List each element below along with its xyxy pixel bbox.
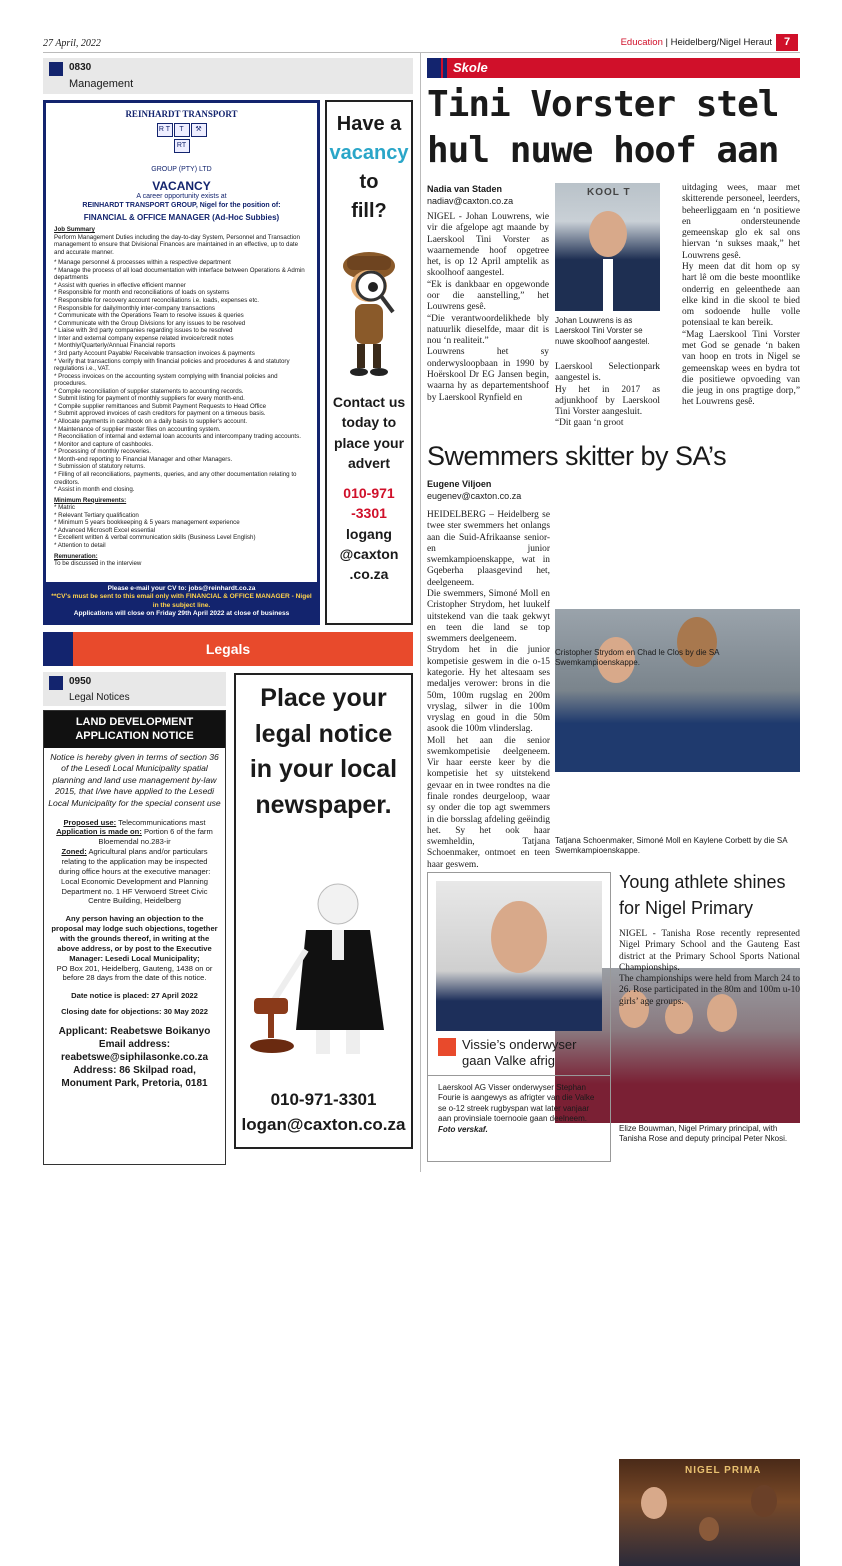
- duty-item: * Processing of monthly recoveries.: [54, 448, 151, 456]
- duty-item: * Verify that transactions comply with financial policies and procedures & and statutory regulations i.e., VAT.: [54, 357, 290, 373]
- category-square-icon: [49, 676, 63, 690]
- hv-email3: .co.za: [349, 566, 389, 583]
- company-logo-icon: R T T ⚒ RT: [147, 123, 217, 163]
- photo-credit: Foto verskaf.: [438, 1124, 488, 1134]
- face-rose: [699, 1517, 719, 1541]
- notice-title-1: LAND DEVELOPMENT: [75, 716, 194, 728]
- caption-nigel-primary: Elize Bouwman, Nigel Primary principal, with Tanisha Rose and deputy principal Peter Nkosi.: [619, 1124, 788, 1144]
- visser-box: [427, 872, 611, 1162]
- hv-contact4: advert: [347, 454, 391, 471]
- applicant-address-2: Monument Park, Pretoria, 0181: [61, 1078, 208, 1090]
- summary-text: Perform Management Duties including the day-to-day System, Personnel and Transaction management to ensure that Divisional Finances are maintained in an effective, up to date and accurate manner.: [54, 233, 300, 256]
- duty-item: * Maintenance of supplier master files on accounting system.: [54, 425, 221, 433]
- place-legal-notice-ad: [234, 673, 413, 1149]
- hv-phone2: -3301: [351, 505, 387, 522]
- duty-item: * Inter and external company expense related invoice/credit notes: [54, 334, 234, 342]
- vacancy-intro2: REINHARDT TRANSPORT GROUP, Nigel for the position of:: [82, 201, 281, 209]
- hv-contact1: Contact us: [332, 394, 406, 410]
- author: Nadia van Staden: [427, 184, 503, 194]
- remuneration-text: To be discussed in the interview: [54, 560, 142, 568]
- duty-item: * Month-end reporting to Financial Manager and other Managers.: [54, 455, 233, 463]
- page-date: 27 April, 2022: [43, 38, 101, 49]
- duty-item: * Submission of statutory returns.: [54, 463, 146, 471]
- duty-item: * Responsible for daily/monthly inter-company transactions: [54, 304, 215, 312]
- author-email: nadiav@caxton.co.za: [427, 196, 514, 207]
- section-name: Education: [620, 37, 663, 48]
- duty-item: * Monthly/Quarterly/Annual Financial reports: [54, 342, 176, 350]
- caption-text: Laerskool AG Visser onderwyser Stephan Fourie is aangewys as afrigter van die Valke se o-12 streek rugbyspan wat later vanjaar aan provinsiale toernooie gaan deelneem.: [438, 1083, 595, 1124]
- story4-body: NIGEL - Tanisha Rose recently represented Nigel Primary School and the Gauteng East district at the Primary School Sports National Championships. The championships were held from March 24 to 26. Rose participated in the 80m and 100m u-10 girls’ age groups.: [619, 929, 800, 1007]
- requirement-item: * Excellent written & verbal communication skills (Business Level English): [54, 534, 256, 542]
- hv-line4: fill?: [351, 200, 387, 222]
- notice-title: [44, 711, 225, 748]
- footer-close: Applications will close on Friday 29th April 2022 at close of business: [73, 610, 290, 618]
- duty-item: * Monitor and capture of cashbooks.: [54, 440, 154, 448]
- hv-phone1: 010-971: [343, 485, 395, 502]
- hv-email2: @caxton: [339, 546, 399, 563]
- legals-title: Legals: [205, 641, 251, 657]
- portrait-face: [589, 211, 627, 257]
- pln-line2: legal notice: [254, 719, 393, 748]
- duty-item: * Assist with queries in effective efficient manner: [54, 281, 186, 289]
- nigel-primary-photo: [619, 1459, 800, 1566]
- hv-email1: logang: [346, 525, 392, 542]
- shirt: [603, 259, 613, 311]
- footer-email: Please e-mail your CV to: jobs@reinhardt.co.za: [107, 584, 256, 592]
- pln-email: logan@caxton.co.za: [241, 1115, 406, 1134]
- headline-young-athlete: Young athlete shines for Nigel Primary: [619, 872, 786, 919]
- company-name: REINHARDT TRANSPORT: [125, 109, 238, 119]
- duty-item: * Reconciliation of internal and external loan accounts and intercompany trading accounts.: [54, 433, 301, 441]
- skole-label: Skole: [453, 60, 488, 75]
- application-portion: Portion 6 of the farm Bloemendal no.283-ir: [98, 827, 213, 847]
- date-placed: Date notice is placed: 27 April 2022: [71, 991, 198, 1001]
- skole-banner: [427, 58, 800, 78]
- school-sign: NIGEL PRIMA: [685, 1465, 762, 1476]
- strydom-leclos-photo: [555, 609, 800, 772]
- page-section: Education | Heidelberg/Nigel Heraut: [620, 37, 772, 48]
- hv-line3: to: [359, 171, 379, 193]
- closing-date: Closing date for objections: 30 May 2022: [61, 1007, 208, 1017]
- duty-item: * Compile supplier remittances and Submit Payment Requests to Head Office: [54, 402, 267, 410]
- applicant-email: reabetswe@siphilasonke.co.za: [60, 1052, 209, 1064]
- headline-tini-vorster: Tini Vorster stel hul nuwe hoof aan: [427, 84, 779, 172]
- category-code: 0950: [69, 676, 92, 687]
- story2-body: HEIDELBERG – Heidelberg se twee ster swemmers het onlangs aan die Suid-Afrikaanse senior- en junior swemkampioenskappe, wat in Gqeberha plaasgevind het, deelgeneem. Die swemmers, Simoné Moll en Cristopher Strydom, het luukelf uitstekend van die taak gekwyt en teen die land se top swemmers deelgeneem. Strydom het in die junior kompetisie geswem in die o-15 kategorie. Hy het altesaam ses medaljes verower: brons in die 50m, 100m rugslag en 200m vryslag, silwer in die 100m vryslag en goud in die 50m asook die 100m vlinderslag. Moll het aan die senior swemkompetisie deelgeneem. Vir haar eerste keer by die kompetisie het sy uitstekend gevaar en in twee rondtes na die finale rondes deurgeloop, waar sy onder die top agt swemmers in die borsslag afdeling geëindig het. Sy het ook haar swemheldin, Tatjana Schoenmaker, ontmoet en teen haar geswem.: [427, 510, 550, 870]
- applicant: Applicant: Reabetswe Boikanyo: [58, 1026, 211, 1038]
- banner-block: [427, 58, 441, 78]
- requirement-item: * Attention to detail: [54, 542, 106, 549]
- duty-item: * Responsible for month end reconciliations of loads on systems: [54, 289, 230, 297]
- notice-title-2: APPLICATION NOTICE: [75, 730, 194, 743]
- face-nkosi: [751, 1485, 777, 1517]
- hv-line1: Have a: [336, 113, 402, 135]
- objection-text: Any person having an objection to the proposal may lodge such objections, together with the grounds thereof, in writing at the above address, or by post to the Executive Manager: Lesedi Local Municipality;: [51, 914, 218, 963]
- story1-col2: Laerskool Selectionpark aangestel is. Hy het in 2017 as adjunkhoof by Laerskool Tini Vorster aangesluit. “Dit gaan ‘n groot: [555, 362, 660, 429]
- caption-fourie: [438, 1083, 604, 1135]
- byline-story1: [427, 183, 547, 207]
- duty-item: * Submit approved invoices of cash creditors for payment on a timeous basis.: [54, 410, 266, 418]
- duty-item: * Submit listing for payment of monthly suppliers for every month-end.: [54, 395, 245, 403]
- duty-item: * Manage the process of all load documentation with interface between Operations & Admin departments: [54, 266, 305, 282]
- story1-col1: NIGEL - Johan Louwrens, wie vir die afgelope agt maande by Laerskool Tini Vorster as waarnemende hoof opgetree het, is op 12 April amptelik as skoolhoof aangestel. “Ek is dankbaar en opgewonde oor die aanstelling,” het Louwrens gesê. “Die verantwoordelikhede bly natuurlik dieselfde, maar dit is nou ‘n realiteit.” Louwrens het sy onderwysloopbaan in 1990 by Hoërskool Dr EG Jansen begin, waarna hy as departementshoof by Laerskool Rynfield en: [427, 212, 549, 403]
- hv-contact3: place your: [333, 434, 405, 451]
- application-heading: Application is made on:: [56, 827, 142, 837]
- requirements-list: [54, 504, 309, 549]
- vacancy-position: FINANCIAL & OFFICE MANAGER (Ad-Hoc Subbies): [83, 213, 280, 223]
- pln-line3: in your local: [249, 755, 398, 783]
- duty-item: * Process invoices on the accounting system complying with financial policies and procedures.: [54, 372, 278, 388]
- headline-vissie: Vissie’s onderwyser gaan Valke afrig: [462, 1037, 577, 1068]
- footer-note: **CV's must be sent to this email only with FINANCIAL & OFFICE MANAGER - Nigel in the subject line.: [51, 593, 312, 609]
- have-vacancy-ad: [325, 100, 413, 625]
- duty-item: * Manage personnel & processes within a respective department: [54, 259, 231, 267]
- headline-swemmers: Swemmers skitter by SA’s: [427, 441, 727, 471]
- po-box: PO Box 201, Heidelberg, Gauteng, 1438 on or before 28 days from the date of this notice.: [56, 963, 213, 983]
- pln-line4: newspaper.: [255, 790, 392, 819]
- duty-item: * Allocate payments in cashbook on a daily basis to supplier's account.: [54, 418, 248, 425]
- pln-line1: Place your: [260, 684, 387, 712]
- requirements-heading: Minimum Requirements:: [54, 496, 127, 504]
- edition-name: Heidelberg/Nigel Heraut: [670, 37, 772, 48]
- category-label: Management: [69, 78, 134, 90]
- red-square-icon: [438, 1038, 456, 1056]
- category-code: 0830: [69, 62, 92, 73]
- duties-list: [54, 259, 309, 493]
- top-rule: [43, 52, 800, 53]
- duty-item: * Liaise with 3rd party companies regarding issues to be resolved: [54, 327, 233, 335]
- requirement-item: * Advanced Microsoft Excel essential: [54, 526, 156, 534]
- land-development-notice: [43, 710, 226, 1165]
- column-rule: [420, 52, 421, 1172]
- school-sign: KOOL T: [587, 187, 631, 198]
- hv-line2: vacancy: [329, 142, 409, 164]
- zoned-heading: Zoned:: [61, 847, 87, 857]
- category-legal: [43, 672, 226, 706]
- byline-story2: [427, 478, 549, 502]
- duty-item: * Responsible for recovery account reconciliations i.e. loads, expenses etc.: [54, 297, 259, 304]
- proposed-use: Telecommunications mast: [118, 817, 206, 827]
- duty-item: * Compile reconciliation of supplier statements to accounting records.: [54, 387, 244, 395]
- duty-item: * Communicate with the Operations Team to resolve issues & queries: [54, 312, 244, 320]
- proposed-use-heading: Proposed use:: [63, 817, 117, 827]
- face-bouwman: [641, 1487, 667, 1519]
- author: Eugene Viljoen: [427, 479, 492, 489]
- notice-intro: Notice is hereby given in terms of section 36 of the Lesedi Local Municipality spatial planning and land use management by-law 2015, that I/we have applied to the Lesedi Local Municipality for the special consent use: [48, 751, 221, 808]
- divider: [428, 1075, 610, 1076]
- duty-item: * Assist in month end closing.: [54, 486, 135, 494]
- story1-col3: uitdaging wees, maar met skitterende personeel, leerders, beheerliggaam en ‘n positiewe en ondersteunende gemeenskap glo ek sal ons hiervan ‘n sukses maak,” het Louwrens gesê. Hy meen dat dit hom op sy hart lê om die beste moontlike onderrig en geleenthede aan elke kind in die skool te bied om sodoende hulle volle potensiaal te kan bereik. “Mag Laerskool Tini Vorster met God se genade ‘n baken van hoop en trots in Nigel se gemeenskap wees en bydra tot die positiewe opvoeding van die jeug in ons pragtige dorp,” het Louwrens gesê.: [682, 183, 800, 408]
- vacancy-title: VACANCY: [152, 178, 211, 193]
- duty-item: * Filling of all reconciliations, payments, queries, and any other documentation relating to creditors.: [54, 470, 297, 486]
- category-management: [43, 58, 413, 94]
- fourie-photo: [436, 881, 602, 1031]
- summary-heading: Job Summary: [54, 225, 95, 233]
- legals-banner: [43, 632, 413, 666]
- duty-item: * Communicate with the Group Divisions for any issues to be resolved: [54, 319, 246, 327]
- portrait-face: [491, 901, 547, 973]
- hv-contact2: today to: [341, 414, 397, 431]
- requirement-item: * Matric: [54, 504, 75, 512]
- caption-strydom: Cristopher Strydom en Chad le Clos by die SA Swemkampioenskappe.: [555, 648, 720, 668]
- category-square-icon: [49, 62, 63, 76]
- caption-louwrens: Johan Louwrens is as Laerskool Tini Vorster se nuwe skoolhoof aangestel.: [555, 316, 650, 346]
- vacancy-footer: [46, 582, 317, 622]
- caption-swimmers: Tatjana Schoenmaker, Simoné Moll en Kaylene Corbett by die SA Swemkampioenskappe.: [555, 836, 788, 856]
- detective-mascot-icon: [333, 234, 405, 384]
- duty-item: * 3rd party Account Payable/ Receivable transaction invoices & payments: [54, 349, 255, 357]
- author-email: eugenev@caxton.co.za: [427, 491, 522, 502]
- category-label: Legal Notices: [69, 692, 130, 703]
- page-number: 7: [776, 34, 798, 51]
- pln-phone: 010-971-3301: [270, 1090, 377, 1109]
- vacancy-ad: [43, 100, 320, 625]
- banner-stripe: [443, 58, 447, 78]
- applicant-address: Address: 86 Skilpad road,: [73, 1065, 196, 1077]
- vacancy-intro: A career opportunity exists at: [136, 193, 227, 201]
- zoned-text: Agricultural plans and/or particulars relating to the application may be inspected during office hours at the executive manager: Local Economic Development and Planning Department no. 1 HF Verwoerd Street Civic Centre Building, Heidelberg: [58, 847, 211, 906]
- requirement-item: * Minimum 5 years bookkeeping & 5 years management experience: [54, 519, 240, 527]
- judge-gavel-icon: [246, 880, 406, 1060]
- requirement-item: * Relevant Tertiary qualification: [54, 511, 139, 519]
- notice-body: [44, 814, 225, 1090]
- louwrens-photo: [555, 183, 660, 311]
- email-heading: Email address:: [98, 1039, 171, 1051]
- company-group: GROUP (PTY) LTD: [151, 165, 212, 173]
- remuneration-heading: Remuneration:: [54, 552, 98, 560]
